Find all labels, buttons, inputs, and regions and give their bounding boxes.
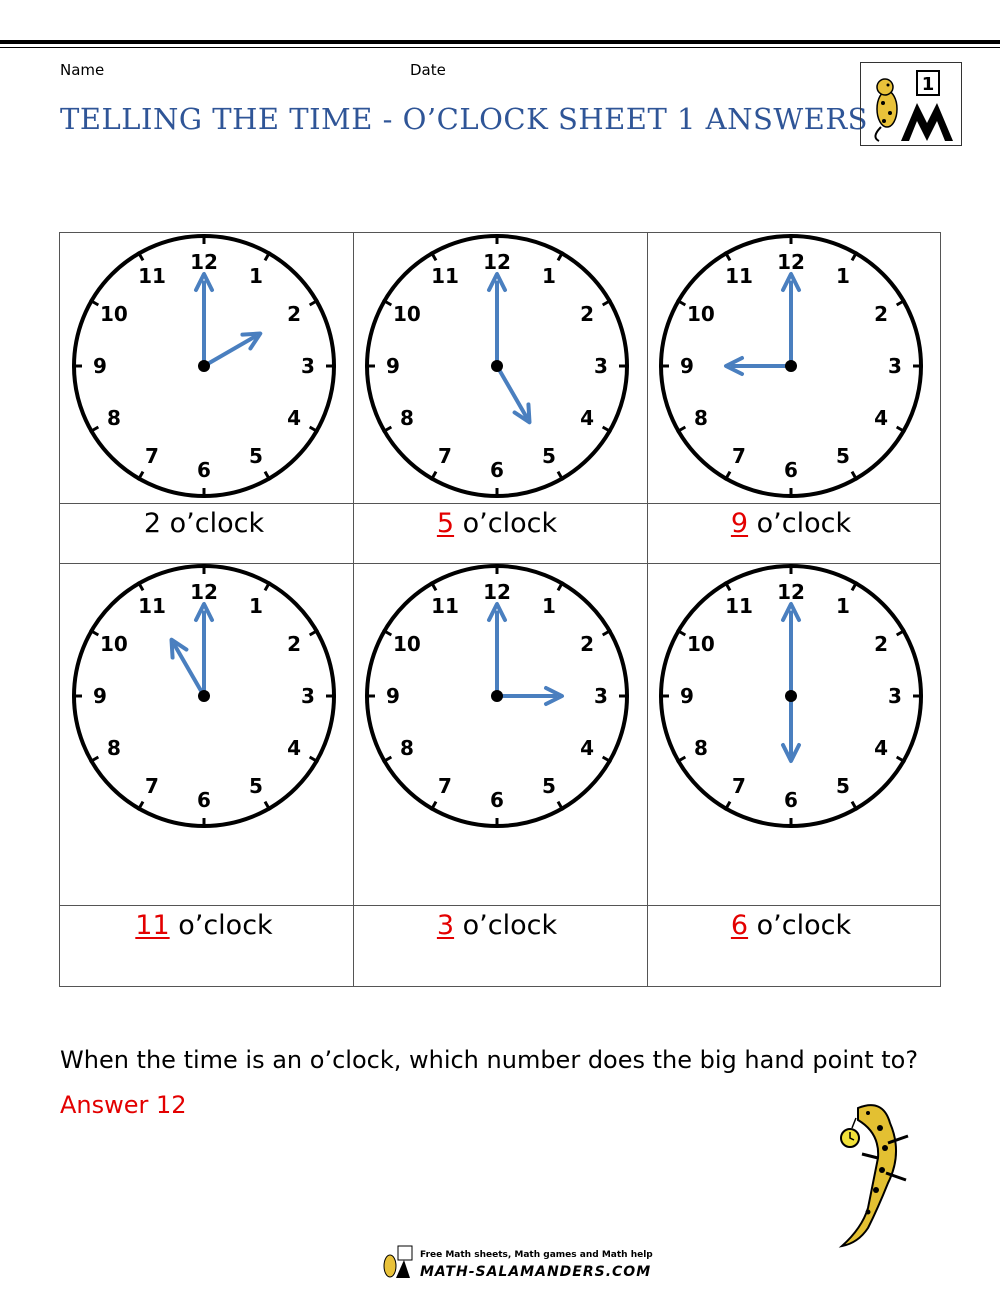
clock-center — [198, 690, 210, 702]
clock-number: 8 — [106, 736, 121, 760]
clock-number: 7 — [438, 774, 452, 799]
clock-number: 12 — [777, 580, 805, 604]
clock-center — [491, 690, 503, 702]
top-rule — [0, 40, 1000, 44]
clock-number: 7 — [438, 444, 452, 469]
clock-number: 9 — [386, 354, 400, 378]
clock-number: 4 — [287, 406, 302, 430]
clock-number: 5 — [836, 774, 850, 799]
question-text: When the time is an o’clock, which number does the big hand point to? — [60, 1046, 919, 1074]
clock-number: 6 — [784, 788, 798, 812]
clock-caption — [57, 508, 351, 539]
clock-caption-suffix: o’clock — [161, 508, 265, 539]
clock-number: 12 — [777, 250, 805, 274]
clock-face — [54, 216, 354, 516]
math-salamanders-logo — [860, 62, 962, 146]
clock-number: 10 — [100, 632, 128, 656]
clock-number: 9 — [93, 684, 107, 708]
clock-number: 4 — [287, 736, 302, 760]
clock-number: 6 — [490, 458, 504, 482]
clock-answer: 5 — [436, 508, 455, 539]
clock-number: 11 — [138, 593, 166, 618]
clock-number: 11 — [431, 593, 459, 618]
clock-number: 6 — [197, 458, 211, 482]
clock-number: 10 — [393, 302, 421, 326]
clock-number: 1 — [249, 263, 263, 288]
clock-caption — [644, 910, 938, 941]
clock-number: 3 — [594, 684, 608, 708]
clock-answer: 6 — [730, 910, 749, 941]
clock-answer: 11 — [135, 910, 170, 941]
clock-number: 10 — [393, 632, 421, 656]
clock-answer: 3 — [436, 910, 455, 941]
clock-number: 7 — [732, 774, 746, 799]
clock-number: 11 — [725, 593, 753, 618]
clock-number: 1 — [836, 263, 850, 288]
clock-center — [785, 690, 797, 702]
clock-number: 6 — [197, 788, 211, 812]
clock-number: 12 — [190, 250, 218, 274]
clock-number: 3 — [888, 354, 902, 378]
clock-number: 11 — [138, 263, 166, 288]
clock-face — [347, 546, 647, 846]
clock-number: 11 — [725, 263, 753, 288]
clock-caption-suffix: o’clock — [169, 910, 273, 941]
clock-number: 2 — [580, 302, 595, 326]
clock-number: 2 — [874, 632, 889, 656]
clock-number: 5 — [836, 444, 850, 469]
clock-center — [491, 360, 503, 372]
clock-number: 8 — [693, 736, 708, 760]
clock-number: 4 — [580, 736, 595, 760]
clock-number: 3 — [888, 684, 902, 708]
clock-number: 11 — [431, 263, 459, 288]
clock-caption — [350, 508, 644, 539]
clock-number: 8 — [399, 736, 414, 760]
clock-face — [641, 546, 941, 846]
clock-number: 8 — [693, 406, 708, 430]
clock-number: 9 — [386, 684, 400, 708]
clock-number: 1 — [542, 593, 556, 618]
clock-answer: 2 — [143, 508, 162, 539]
footer-logo-icon — [378, 1244, 418, 1280]
clock-face — [641, 216, 941, 516]
clock-number: 4 — [874, 406, 889, 430]
clock-number: 10 — [687, 302, 715, 326]
clock-number: 12 — [190, 580, 218, 604]
clock-number: 7 — [732, 444, 746, 469]
clock-caption-suffix: o’clock — [748, 910, 852, 941]
clock-caption — [57, 910, 351, 941]
clock-number: 1 — [249, 593, 263, 618]
clock-number: 9 — [680, 354, 694, 378]
clock-number: 6 — [490, 788, 504, 812]
clock-number: 4 — [580, 406, 595, 430]
logo-badge: 1 — [921, 74, 935, 95]
clock-number: 7 — [145, 444, 159, 469]
footer-tagline: Free Math sheets, Math games and Math help — [420, 1250, 653, 1260]
clock-number: 5 — [249, 774, 263, 799]
clock-caption-suffix: o’clock — [454, 508, 558, 539]
clock-number: 2 — [287, 302, 302, 326]
clock-number: 5 — [542, 774, 556, 799]
grid-divider — [60, 905, 940, 906]
clock-number: 10 — [687, 632, 715, 656]
footer-site-link[interactable]: MATH-SALAMANDERS.COM — [420, 1264, 652, 1280]
clock-number: 3 — [301, 684, 315, 708]
page-title: TELLING THE TIME - O’CLOCK SHEET 1 ANSWERS — [60, 102, 869, 136]
salamander-illustration — [828, 1098, 938, 1248]
clock-face — [54, 546, 354, 846]
name-label: Name — [60, 61, 105, 79]
clock-number: 7 — [145, 774, 159, 799]
date-label: Date — [410, 61, 446, 79]
clock-caption — [350, 910, 644, 941]
clock-caption — [644, 508, 938, 539]
clock-caption-suffix: o’clock — [748, 508, 852, 539]
top-rule-thin — [0, 47, 1000, 48]
clock-answer: 9 — [730, 508, 749, 539]
clock-number: 9 — [680, 684, 694, 708]
clock-caption-suffix: o’clock — [454, 910, 558, 941]
clock-number: 6 — [784, 458, 798, 482]
clock-number: 5 — [542, 444, 556, 469]
clock-number: 3 — [594, 354, 608, 378]
clock-face — [347, 216, 647, 516]
clock-number: 9 — [93, 354, 107, 378]
answer-text: Answer 12 — [60, 1091, 187, 1119]
clock-number: 2 — [874, 302, 889, 326]
clock-number: 3 — [301, 354, 315, 378]
clock-number: 4 — [874, 736, 889, 760]
clock-number: 5 — [249, 444, 263, 469]
clock-number: 2 — [580, 632, 595, 656]
clock-center — [785, 360, 797, 372]
clock-number: 8 — [399, 406, 414, 430]
clock-number: 10 — [100, 302, 128, 326]
clock-number: 2 — [287, 632, 302, 656]
clock-center — [198, 360, 210, 372]
clock-number: 8 — [106, 406, 121, 430]
clock-number: 1 — [836, 593, 850, 618]
clock-number: 12 — [483, 580, 511, 604]
clock-number: 12 — [483, 250, 511, 274]
clock-number: 1 — [542, 263, 556, 288]
